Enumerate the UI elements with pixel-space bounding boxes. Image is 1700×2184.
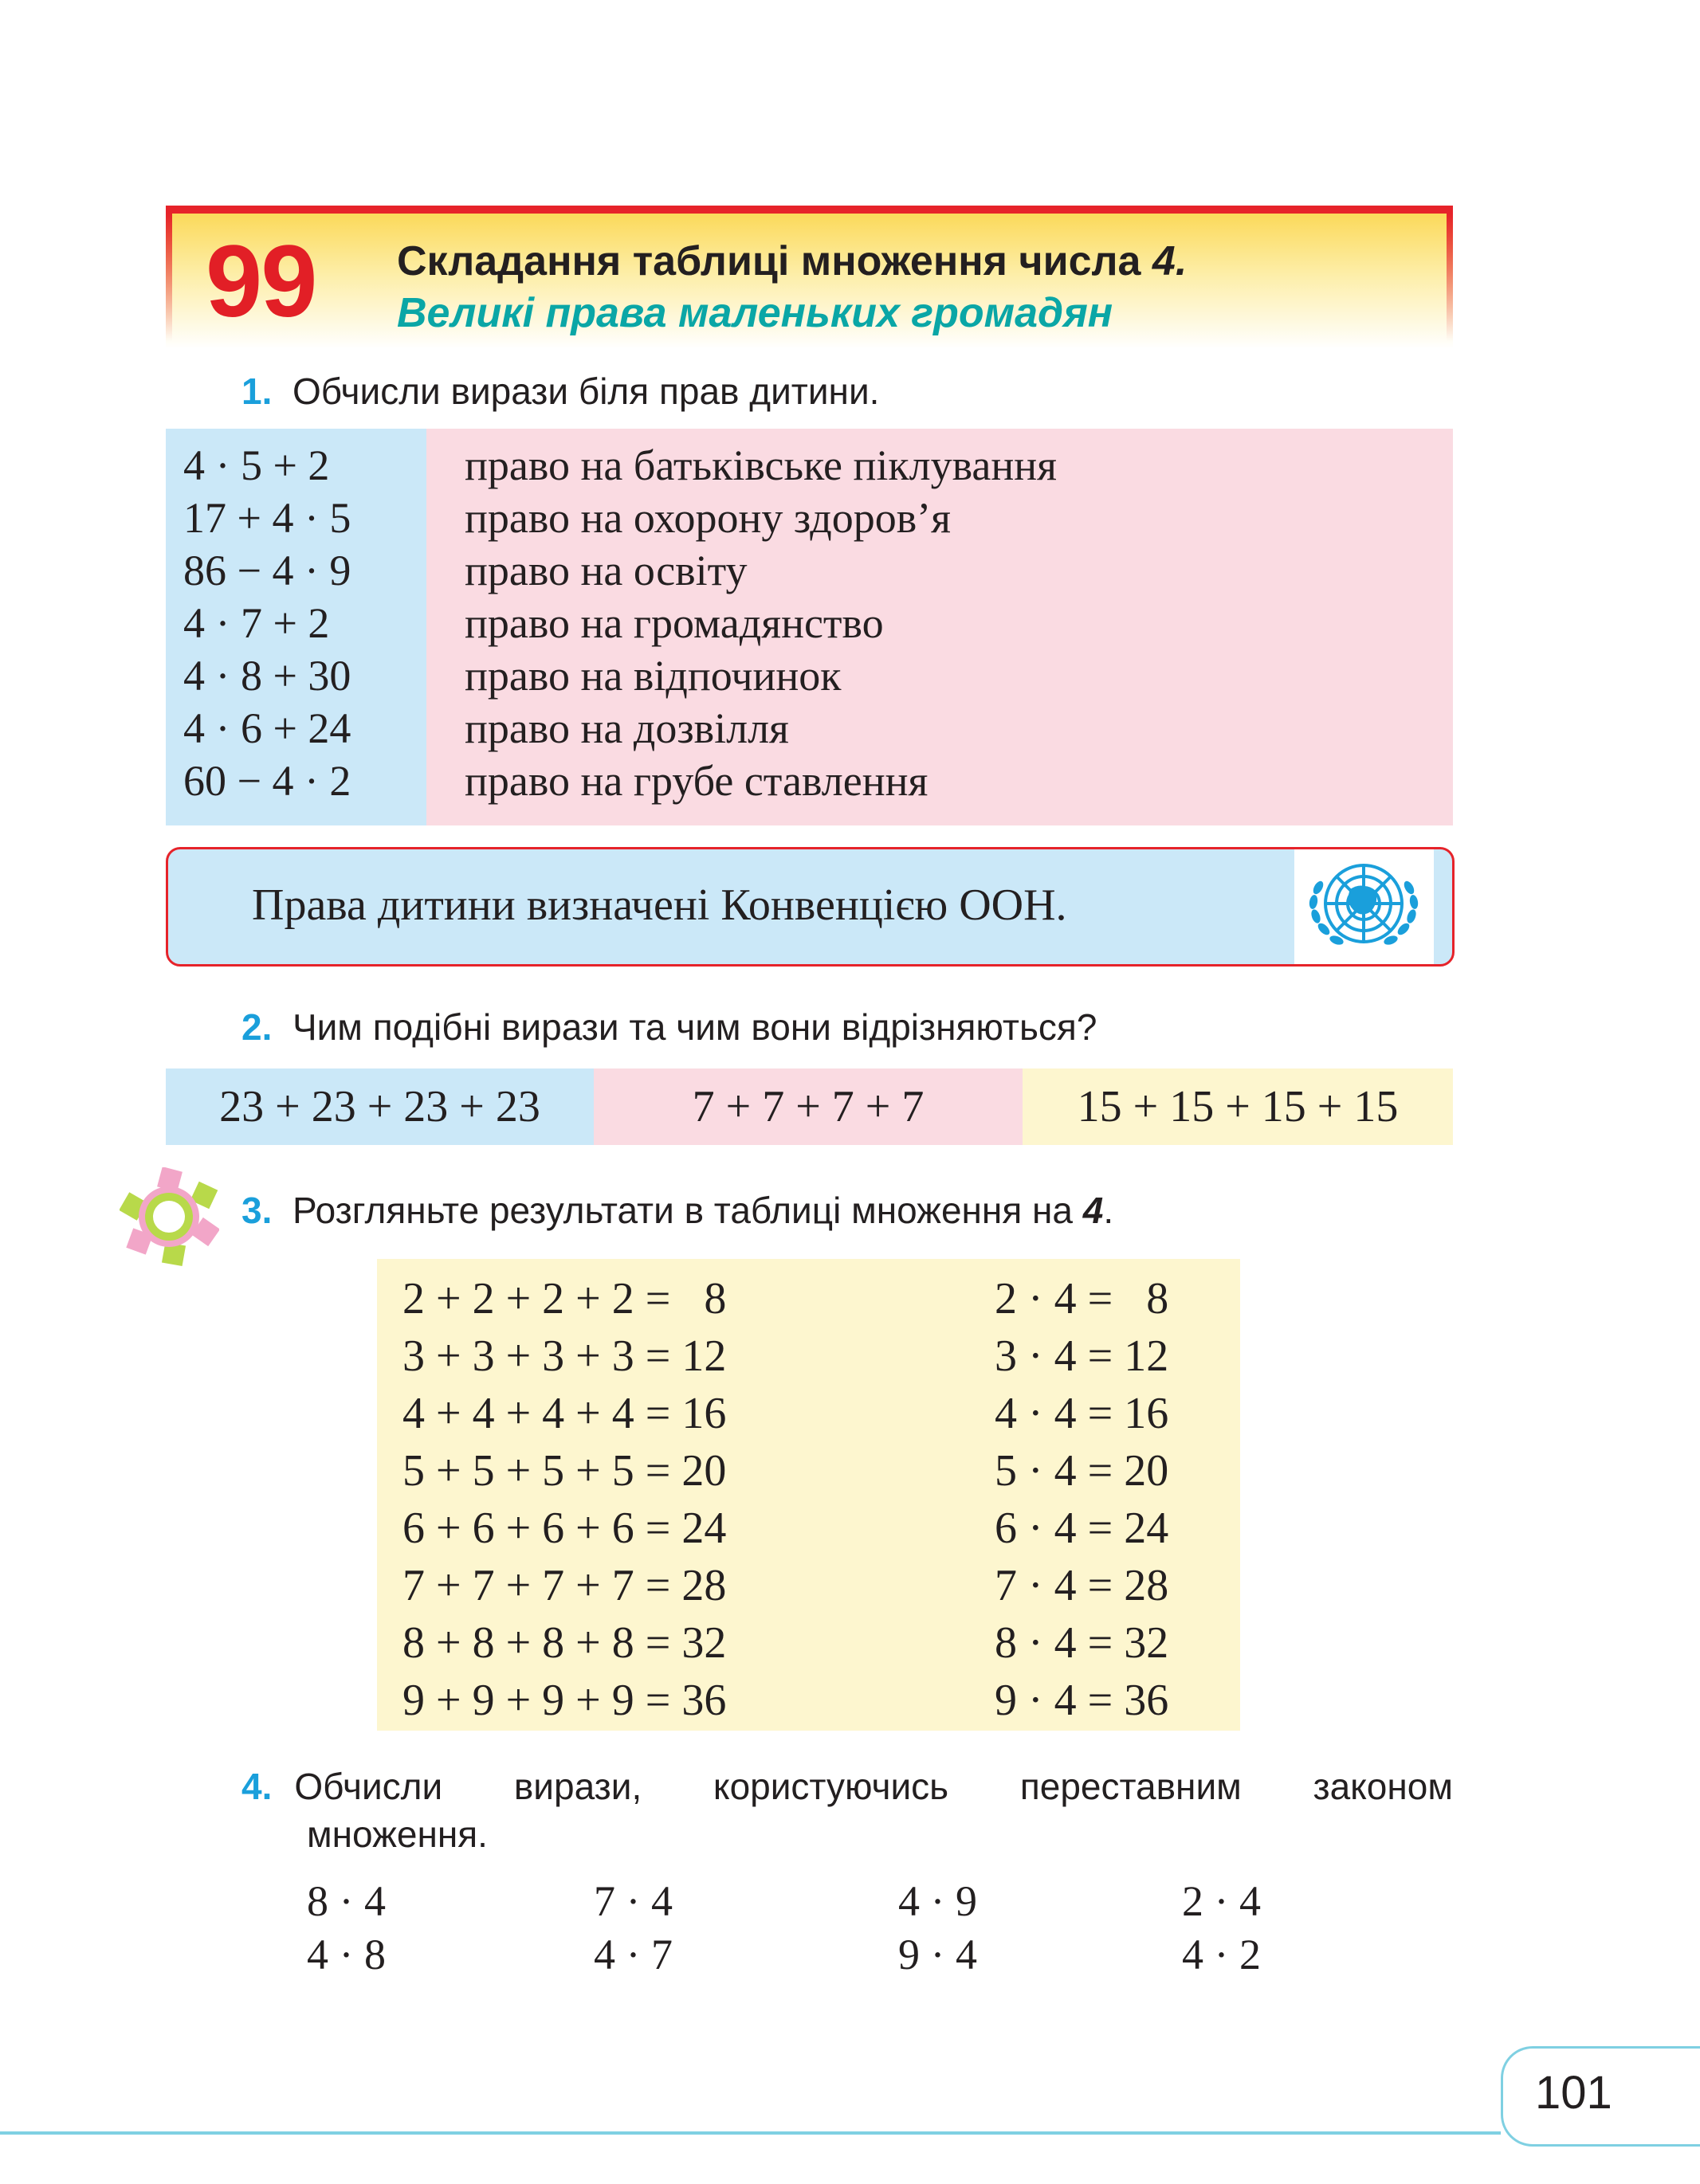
task-4-expression: 9 · 4 <box>898 1931 977 1978</box>
task-2-text: Чим подібні вирази та чим вони відрізняються? <box>292 1006 1097 1048</box>
product-line: 6 · 4 = 24 <box>995 1504 1169 1553</box>
task-4-expression: 2 · 4 <box>1182 1877 1261 1925</box>
task-3-prompt <box>241 1189 1113 1232</box>
repeated-sum-line: 3 + 3 + 3 + 3 = 12 <box>402 1331 727 1381</box>
repeated-sum-line: 2 + 2 + 2 + 2 = 8 <box>402 1274 727 1323</box>
task-4-expression: 4 · 7 <box>594 1931 673 1978</box>
product-line: 4 · 4 = 16 <box>995 1389 1169 1438</box>
task-3-text: Розгляньте результати в таблиці множення на <box>292 1190 1083 1231</box>
rights-label: право на громадянство <box>465 599 884 647</box>
repeated-sum-line: 7 + 7 + 7 + 7 = 28 <box>402 1561 727 1610</box>
task-4-number: 4. <box>241 1766 273 1807</box>
rights-expression: 60 − 4 · 2 <box>183 757 351 805</box>
repeated-sum-line: 6 + 6 + 6 + 6 = 24 <box>402 1504 727 1553</box>
rights-expression: 4 · 6 + 24 <box>183 704 351 752</box>
rights-expression: 4 · 5 + 2 <box>183 441 330 489</box>
product-line: 9 · 4 = 36 <box>995 1676 1169 1725</box>
task-1-number: 1. <box>241 371 273 412</box>
page-number: 101 <box>1535 2067 1612 2119</box>
flower-icon <box>120 1167 219 1267</box>
lesson-number: 99 <box>206 225 316 339</box>
rights-expression: 4 · 8 + 30 <box>183 652 351 700</box>
repeated-sum-line: 8 + 8 + 8 + 8 = 32 <box>402 1618 727 1668</box>
page-number-tab <box>1501 2046 1700 2147</box>
task-4-expression: 7 · 4 <box>594 1877 673 1925</box>
rights-label: право на грубе ставлення <box>465 757 929 805</box>
task-4-expression: 4 · 2 <box>1182 1931 1261 1978</box>
lesson-header <box>166 206 1453 349</box>
repeated-sum-line: 4 + 4 + 4 + 4 = 16 <box>402 1389 727 1438</box>
page-bottom-rule <box>0 2131 1501 2135</box>
repeated-sum-line: 9 + 9 + 9 + 9 = 36 <box>402 1676 727 1725</box>
expressions-strip <box>166 1068 1453 1145</box>
task-1-prompt <box>241 370 879 413</box>
task-4-text-line2: множення. <box>307 1813 488 1855</box>
task-4-expression: 4 · 8 <box>307 1931 386 1978</box>
lesson-title <box>397 237 1187 285</box>
task-4-text: Обчисли вирази, користуючись переставним законом <box>294 1766 1453 1807</box>
repeated-sum-line: 5 + 5 + 5 + 5 = 20 <box>402 1446 727 1496</box>
task-4-expression: 8 · 4 <box>307 1877 386 1925</box>
task-3-number-4: 4 <box>1082 1190 1104 1231</box>
task-3-number: 3. <box>241 1190 273 1231</box>
rights-label: право на батьківське піклування <box>465 441 1057 489</box>
product-line: 7 · 4 = 28 <box>995 1561 1169 1610</box>
un-emblem-icon <box>1294 849 1434 964</box>
rights-label: право на охорону здоров’я <box>465 494 952 542</box>
un-convention-note <box>166 847 1455 967</box>
repeated-sum-expression: 23 + 23 + 23 + 23 <box>166 1068 594 1145</box>
lesson-subtitle: Великі права маленьких громадян <box>397 290 1113 336</box>
lesson-title-number: 4. <box>1152 238 1188 284</box>
product-line: 2 · 4 = 8 <box>995 1274 1169 1323</box>
task-4-expression: 4 · 9 <box>898 1877 977 1925</box>
task-3-period: . <box>1103 1190 1114 1231</box>
rights-expression: 4 · 7 + 2 <box>183 599 330 647</box>
task-2-number: 2. <box>241 1006 273 1048</box>
rights-label: право на дозвілля <box>465 704 789 752</box>
multiplication-table-4 <box>377 1259 1240 1731</box>
rights-table <box>166 429 1453 825</box>
lesson-title-text: Складання таблиці множення числа <box>397 238 1152 284</box>
product-line: 8 · 4 = 32 <box>995 1618 1169 1668</box>
task-4-prompt-line1 <box>241 1765 1453 1808</box>
task-1-text: Обчисли вирази біля прав дитини. <box>292 371 880 412</box>
product-line: 3 · 4 = 12 <box>995 1331 1169 1381</box>
rights-label: право на освіту <box>465 547 748 594</box>
product-line: 5 · 4 = 20 <box>995 1446 1169 1496</box>
rights-expression: 86 − 4 · 9 <box>183 547 351 594</box>
rights-label: право на відпочинок <box>465 652 842 700</box>
task-2-prompt <box>241 1006 1097 1049</box>
repeated-sum-expression: 15 + 15 + 15 + 15 <box>1023 1068 1453 1145</box>
rights-expression: 17 + 4 · 5 <box>183 494 351 542</box>
repeated-sum-expression: 7 + 7 + 7 + 7 <box>594 1068 1023 1145</box>
un-convention-text: Права дитини визначені Конвенцією ООН. <box>252 880 1067 930</box>
